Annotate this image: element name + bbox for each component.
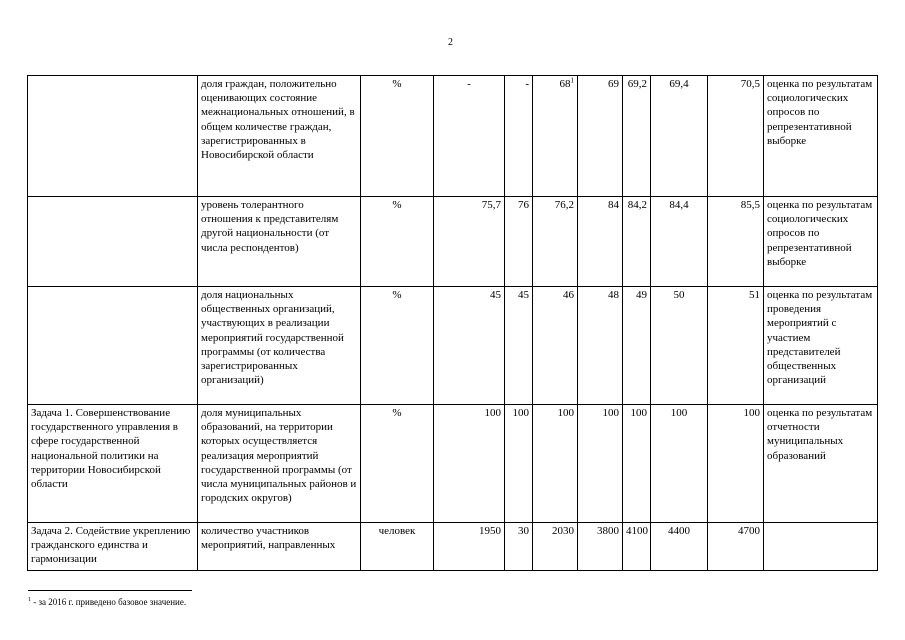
value-cell: 45 (434, 287, 505, 405)
task-cell (28, 287, 198, 405)
source-cell: оценка по результатам социологических опросов по репрезентативной выборке (764, 76, 878, 197)
unit-cell: % (361, 405, 434, 523)
value-cell: 84,4 (651, 197, 708, 287)
indicator-cell: доля граждан, положительно оценивающих состояние межнациональных отношений, в общем количестве граждан, зарегистрированных в Новосибирской области (198, 76, 361, 197)
value-cell: 2030 (533, 523, 578, 571)
value-cell: 69,4 (651, 76, 708, 197)
value-cell: 76,2 (533, 197, 578, 287)
value-cell: 76 (505, 197, 533, 287)
value-cell: - (434, 76, 505, 197)
footnote-marker: 1 (28, 597, 31, 603)
value-cell: 75,7 (434, 197, 505, 287)
value-cell: 30 (505, 523, 533, 571)
value-cell: 4100 (623, 523, 651, 571)
indicators-table (27, 75, 878, 571)
task-cell (28, 76, 198, 197)
value-cell: 100 (708, 405, 764, 523)
unit-cell: человек (361, 523, 434, 571)
value-cell: 49 (623, 287, 651, 405)
unit-cell: % (361, 197, 434, 287)
value-cell: 50 (651, 287, 708, 405)
footnote-marker: 1 (570, 76, 574, 85)
value-cell: 69 (578, 76, 623, 197)
task-cell: Задача 1. Совершенствование государственного управления в сфере государственной национальной политики на территории Новосибирской области (28, 405, 198, 523)
value-cell: 100 (578, 405, 623, 523)
table-row (28, 197, 878, 287)
source-cell: оценка по результатам проведения мероприятий с участием представителей общественных организаций (764, 287, 878, 405)
table-row (28, 523, 878, 571)
indicator-cell: уровень толерантного отношения к представителям другой национальности (от числа респондентов) (198, 197, 361, 287)
value-cell: 1950 (434, 523, 505, 571)
source-cell (764, 523, 878, 571)
value-cell: 69,2 (623, 76, 651, 197)
value-cell: 84 (578, 197, 623, 287)
value-cell (533, 76, 578, 197)
value-cell: 51 (708, 287, 764, 405)
task-cell (28, 197, 198, 287)
footnote (28, 597, 186, 608)
value-cell: 100 (623, 405, 651, 523)
task-cell: Задача 2. Содействие укреплению гражданского единства и гармонизации (28, 523, 198, 571)
source-cell: оценка по результатам отчетности муниципальных образований (764, 405, 878, 523)
unit-cell: % (361, 76, 434, 197)
indicator-cell: доля национальных общественных организаций, участвующих в реализации мероприятий государственной программы (от количества зарегистрированных организаций) (198, 287, 361, 405)
page-number: 2 (448, 37, 453, 48)
value-cell: 48 (578, 287, 623, 405)
table-row (28, 405, 878, 523)
value-cell: 3800 (578, 523, 623, 571)
value-cell: - (505, 76, 533, 197)
source-cell: оценка по результатам социологических опросов по репрезентативной выборке (764, 197, 878, 287)
value-cell: 4400 (651, 523, 708, 571)
value-cell: 84,2 (623, 197, 651, 287)
table-row (28, 287, 878, 405)
indicator-cell: количество участников мероприятий, направленных (198, 523, 361, 571)
indicator-cell: доля муниципальных образований, на территории которых осуществляется реализация мероприятий государственной программы (от числа муниципальных районов и городских округов) (198, 405, 361, 523)
value-text: 68 (559, 78, 571, 90)
value-cell: 70,5 (708, 76, 764, 197)
value-cell: 100 (533, 405, 578, 523)
value-cell: 45 (505, 287, 533, 405)
value-cell: 100 (651, 405, 708, 523)
value-cell: 4700 (708, 523, 764, 571)
value-cell: 100 (434, 405, 505, 523)
unit-cell: % (361, 287, 434, 405)
table-row (28, 76, 878, 197)
footnote-divider (28, 590, 192, 591)
value-cell: 85,5 (708, 197, 764, 287)
value-cell: 46 (533, 287, 578, 405)
value-cell: 100 (505, 405, 533, 523)
footnote-text: - за 2016 г. приведено базовое значение. (31, 597, 187, 607)
